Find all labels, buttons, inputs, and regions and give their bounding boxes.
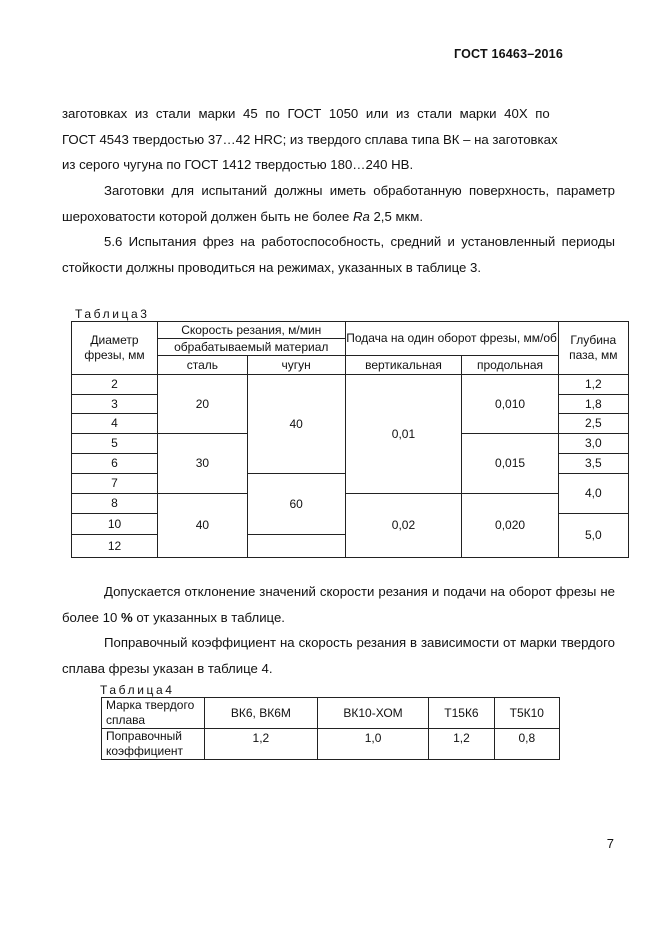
- cell-coefficient: 1,2: [205, 729, 318, 760]
- cell-iron-speed: 60: [247, 474, 345, 535]
- table-3: [71, 321, 629, 558]
- document-header: ГОСТ 16463–2016: [454, 47, 563, 61]
- paragraph-text: Заготовки для испытаний должны иметь обработанную поверхность, параметр шероховатости которой должен быть не более: [62, 183, 615, 224]
- cell-grade: ВК6, ВК6М: [205, 698, 318, 729]
- cell-diameter: 7: [72, 474, 158, 494]
- cell-depth: 4,0: [558, 474, 628, 514]
- table3-caption: Таблица3: [75, 307, 150, 321]
- header-steel: сталь: [157, 356, 247, 375]
- paragraph-text: Допускается отклонение значений скорости резания и подачи на оборот фрезы не более 10: [62, 584, 615, 625]
- cell-diameter: 6: [72, 454, 158, 474]
- cell-diameter: 10: [72, 514, 158, 535]
- paragraph-text: от указанных в таблице.: [132, 609, 285, 625]
- cell-longitudinal-feed: 0,015: [462, 434, 558, 494]
- cell-iron-speed-continued: [247, 535, 345, 558]
- header-cutting-speed: Скорость резания, м/мин: [157, 322, 345, 339]
- cell-diameter: 4: [72, 414, 158, 434]
- cell-grade: ВК10-ХОМ: [317, 698, 428, 729]
- cell-steel-speed: 40: [157, 494, 247, 558]
- paragraph-text: 2,5 мкм.: [369, 208, 424, 224]
- cell-grade: Т5К10: [494, 698, 559, 729]
- cell-coefficient: 0,8: [494, 729, 559, 760]
- cell-depth: 2,5: [558, 414, 628, 434]
- page-number: 7: [606, 836, 614, 851]
- cell-steel-speed: 20: [157, 375, 247, 434]
- cell-iron-speed: 40: [247, 375, 345, 474]
- header-iron: чугун: [247, 356, 345, 375]
- paragraph-blanks: [62, 178, 615, 229]
- header-depth: Глубина паза, мм: [558, 322, 628, 375]
- paragraph-line: из серого чугуна по ГОСТ 1412 твердостью 180…240 НВ.: [62, 157, 414, 172]
- table4-caption: Таблица4: [100, 683, 175, 697]
- cell-steel-speed: 30: [157, 434, 247, 494]
- paragraph-line: заготовках из стали марки 45 по ГОСТ 1050 или из стали марки 40Х по: [62, 106, 550, 121]
- table-4: [101, 697, 560, 760]
- cell-coefficient: 1,2: [429, 729, 494, 760]
- header-longitudinal: продольная: [462, 356, 558, 375]
- paragraph-materials: [62, 101, 622, 178]
- cell-longitudinal-feed: 0,020: [462, 494, 558, 558]
- cell-depth: 1,8: [558, 395, 628, 414]
- cell-coefficient: 1,0: [317, 729, 428, 760]
- paragraph-tests: 5.6 Испытания фрез на работоспособность, средний и установленный периоды стойкости должны проводиться на режимах, указанных в таблице 3.: [62, 234, 615, 275]
- cell-depth: 3,5: [558, 454, 628, 474]
- header-correction-coefficient: Поправочный коэффициент: [102, 729, 205, 760]
- cell-depth: 5,0: [558, 514, 628, 558]
- cell-vertical-feed: 0,01: [345, 375, 462, 494]
- cell-diameter: 8: [72, 494, 158, 514]
- paragraph-tolerance: [62, 579, 615, 630]
- header-feed: Подача на один оборот фрезы, мм/об: [345, 322, 558, 356]
- cell-diameter: 3: [72, 395, 158, 414]
- cell-diameter: 12: [72, 535, 158, 558]
- percent-sign: %: [120, 609, 133, 625]
- cell-depth: 1,2: [558, 375, 628, 395]
- cell-depth: 3,0: [558, 434, 628, 454]
- cell-grade: Т15К6: [429, 698, 494, 729]
- header-material: обрабатываемый материал: [157, 339, 345, 356]
- cell-longitudinal-feed: 0,010: [462, 375, 558, 434]
- cell-diameter: 2: [72, 375, 158, 395]
- header-vertical: вертикальная: [345, 356, 462, 375]
- header-alloy-grade: Марка твердого сплава: [102, 698, 205, 729]
- header-diameter: Диаметр фрезы, мм: [72, 322, 158, 375]
- paragraph-line: ГОСТ 4543 твердостью 37…42 HRC; из твердого сплава типа ВК – на заготовках: [62, 131, 558, 147]
- cell-diameter: 5: [72, 434, 158, 454]
- paragraph-coefficient: Поправочный коэффициент на скорость резания в зависимости от марки твердого сплава фрезы указан в таблице 4.: [62, 635, 615, 676]
- cell-vertical-feed: 0,02: [345, 494, 462, 558]
- roughness-symbol: Ra: [352, 208, 370, 224]
